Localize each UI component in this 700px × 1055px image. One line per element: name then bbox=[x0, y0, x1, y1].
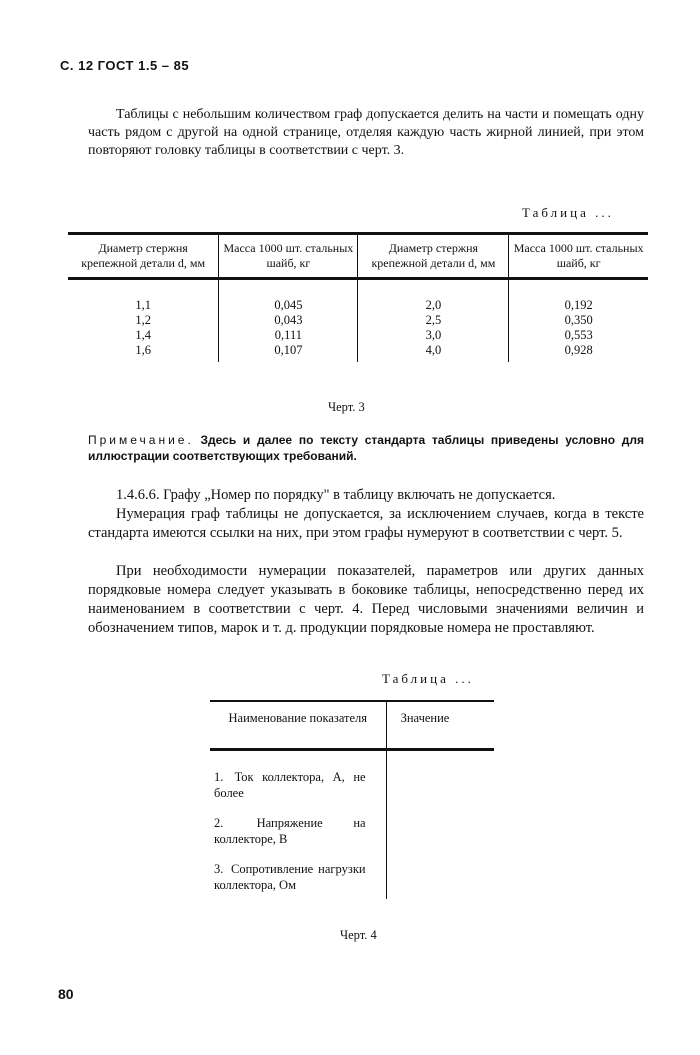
table-cell: 0,111 bbox=[219, 328, 358, 343]
item-number: 3. bbox=[214, 862, 224, 876]
item-number: 1. bbox=[214, 770, 224, 784]
item-text: Ток коллектора, А, не более bbox=[214, 770, 366, 800]
table-cell: 2,0 bbox=[358, 279, 509, 314]
page-number: 80 bbox=[58, 986, 74, 1002]
table1-label: Таблица ... bbox=[522, 205, 614, 220]
table-cell: 0,350 bbox=[509, 313, 648, 328]
item-text: Напряжение на коллекторе, В bbox=[214, 816, 366, 846]
table-row bbox=[68, 313, 648, 328]
table-cell: 0,928 bbox=[509, 343, 648, 362]
table-row bbox=[68, 343, 648, 362]
table-4 bbox=[210, 700, 494, 899]
figure-caption-4: Черт. 4 bbox=[340, 928, 377, 942]
list-item bbox=[214, 769, 366, 801]
table-cell: 0,553 bbox=[509, 328, 648, 343]
paragraph-numbering: Нумерация граф таблицы не допускается, за исключением случаев, когда в тексте стандарта имеются ссылки на них, при этом графы нумеруют в соответствии с черт. 5. bbox=[88, 506, 644, 541]
table-cell: 0,107 bbox=[219, 343, 358, 362]
table-cell: 1,2 bbox=[135, 313, 151, 327]
intro-paragraph: Таблицы с небольшим количеством граф допускается делить на части и помещать одну часть рядом с другой на одной странице, отделяя каждую часть жирной линией, при этом повторяют головку таблицы в соответствии с черт. 3. bbox=[88, 107, 644, 158]
list-item bbox=[214, 861, 366, 893]
note-label: Примечание. bbox=[88, 433, 194, 447]
table-cell: 0,192 bbox=[509, 279, 648, 314]
list-item bbox=[214, 815, 366, 847]
table-cell: 1,4 bbox=[135, 328, 151, 342]
table2-header-value: Значение bbox=[386, 701, 494, 750]
table2-value-cell bbox=[386, 750, 494, 900]
table2-items-cell bbox=[210, 750, 386, 900]
table1-header-mass-2: Масса 1000 шт. стальных шайб, кг bbox=[509, 234, 648, 279]
table-row bbox=[68, 279, 648, 314]
item-text: Сопротивление нагрузки коллектора, Ом bbox=[214, 862, 366, 892]
table-cell: 4,0 bbox=[358, 343, 509, 362]
running-header: С. 12 ГОСТ 1.5 – 85 bbox=[60, 58, 190, 73]
table1-header-diameter-1: Диаметр стержня крепежной детали d, мм bbox=[68, 234, 219, 279]
figure-caption-3: Черт. 3 bbox=[328, 400, 365, 414]
item-number: 2. bbox=[214, 816, 224, 830]
table-cell: 1,1 bbox=[135, 298, 151, 312]
table2-header-name: Наименование показателя bbox=[210, 701, 386, 750]
table-cell: 0,045 bbox=[219, 279, 358, 314]
note bbox=[88, 432, 644, 464]
table-cell: 0,043 bbox=[219, 313, 358, 328]
table-row bbox=[210, 750, 494, 900]
table-cell: 1,6 bbox=[135, 343, 151, 357]
note-text: Здесь и далее по тексту стандарта таблицы приведены условно для иллюстрации соответствующих требований. bbox=[88, 433, 645, 463]
paragraph-1-4-6-6: 1.4.6.6. Графу „Номер по порядку" в таблицу включать не допускается. bbox=[116, 487, 556, 503]
table-cell: 3,0 bbox=[358, 328, 509, 343]
table-3 bbox=[68, 232, 648, 362]
table2-label: Таблица ... bbox=[382, 671, 474, 686]
paragraph-row-numbering: При необходимости нумерации показателей, параметров или других данных порядковые номера следует указывать в боковике таблицы, непосредственно перед их наименованием в соответствии с черт. 4. Перед числовыми значениями величин и обозначением типов, марок и т. д. продукции порядковые номера не проставляют. bbox=[88, 563, 644, 636]
table-row bbox=[68, 328, 648, 343]
table1-header-mass-1: Масса 1000 шт. стальных шайб, кг bbox=[219, 234, 358, 279]
table1-header-diameter-2: Диаметр стержня крепежной детали d, мм bbox=[358, 234, 509, 279]
table-cell: 2,5 bbox=[358, 313, 509, 328]
